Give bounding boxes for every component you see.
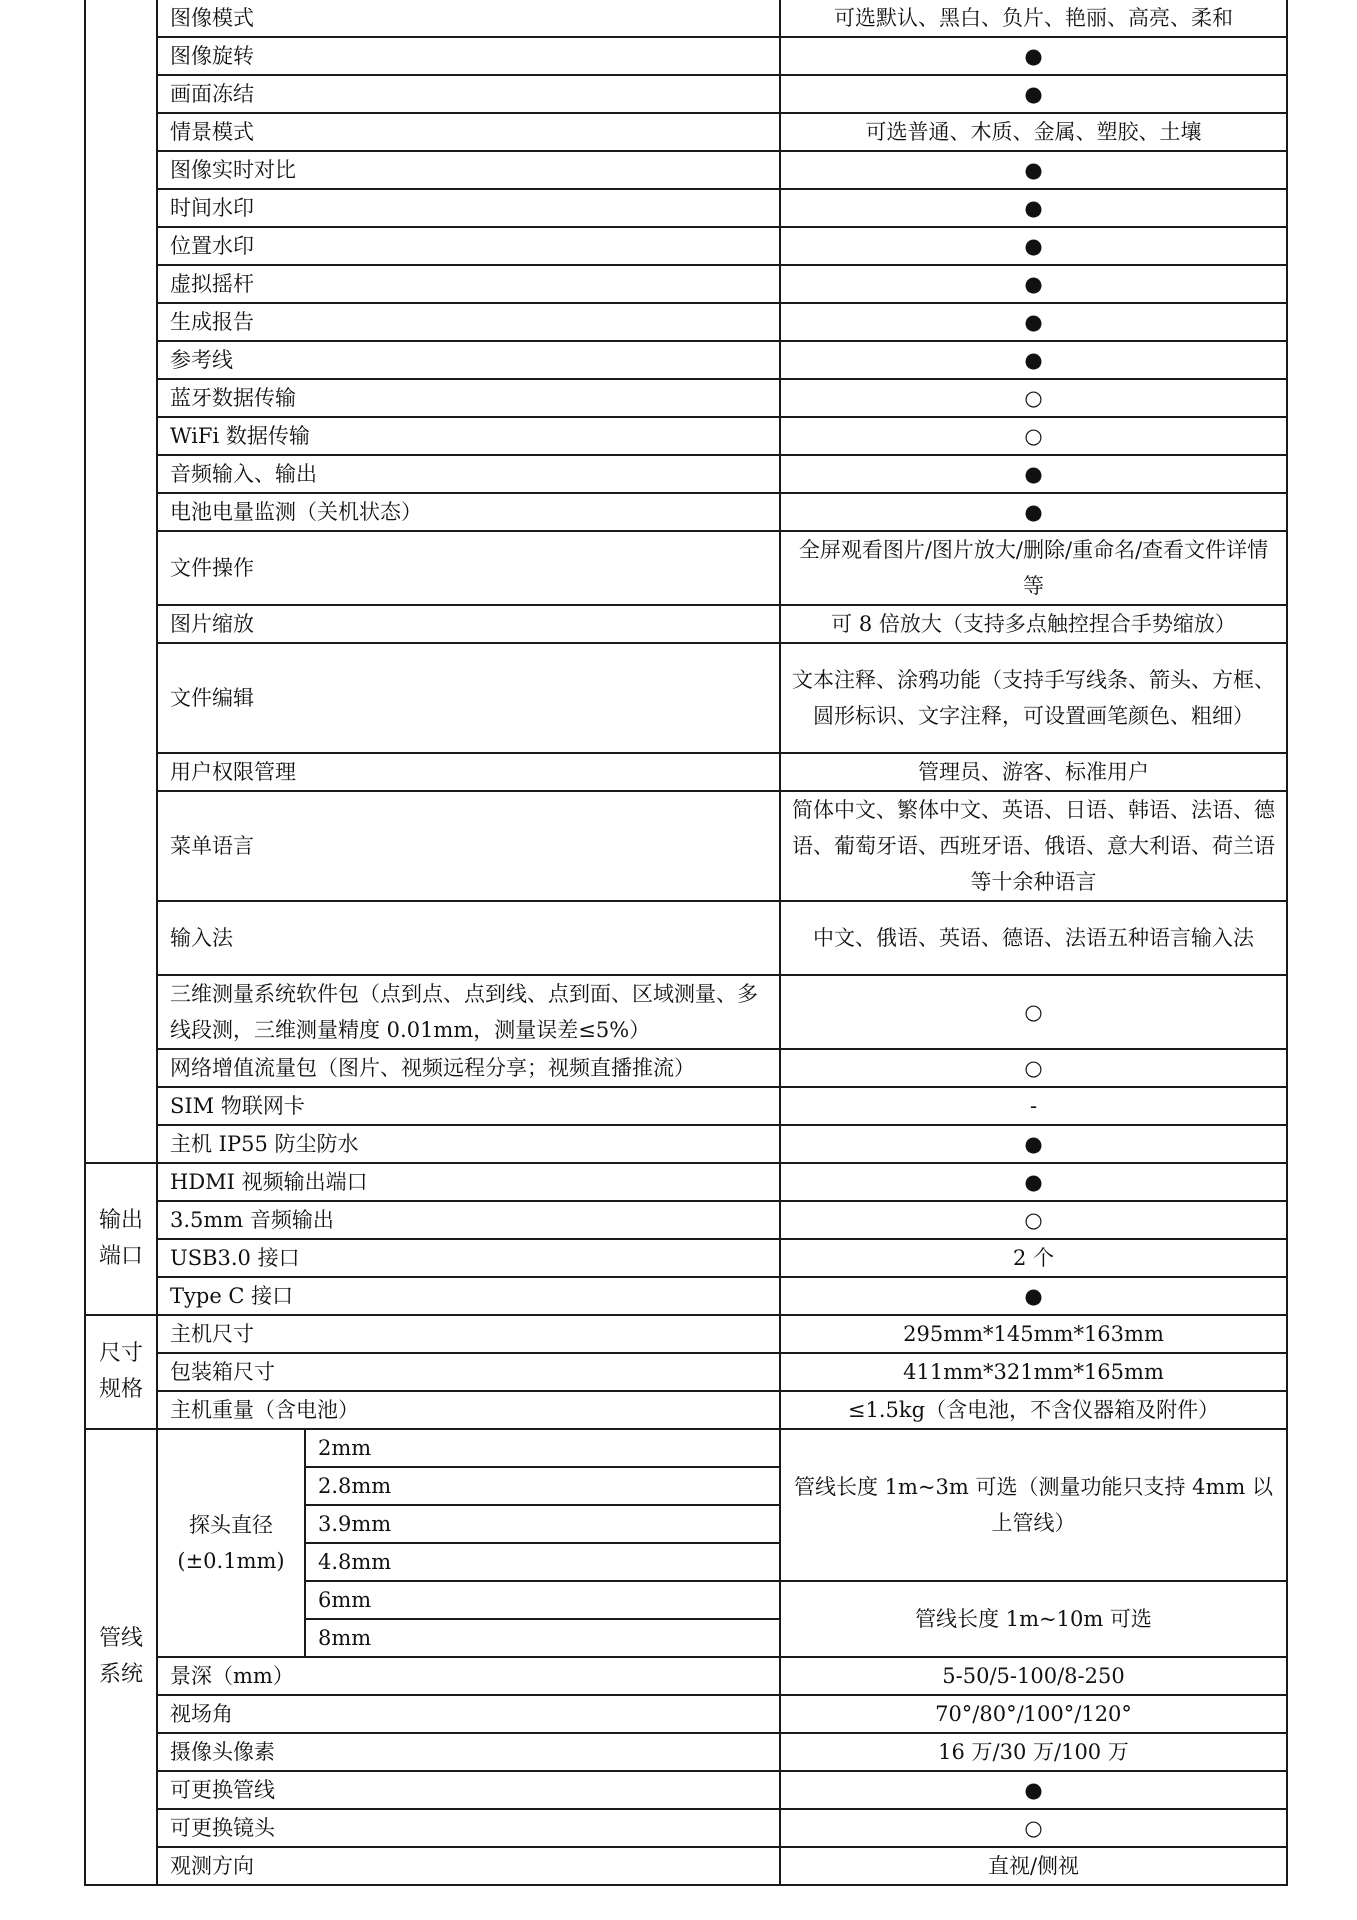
feature-value: ● [780,1125,1287,1163]
probe-diameter-label: 探头直径(±0.1mm) [157,1429,305,1657]
feature-value: ○ [780,975,1287,1049]
feature-value: ● [780,75,1287,113]
feature-name: 摄像头像素 [157,1733,780,1771]
feature-value: ○ [780,1809,1287,1847]
feature-name: 观测方向 [157,1847,780,1885]
feature-name: Type C 接口 [157,1277,780,1315]
feature-name: 主机重量（含电池） [157,1391,780,1429]
table-row [85,1657,1287,1695]
table-row [85,1125,1287,1163]
category-pipe: 管线系统 [85,1429,157,1885]
feature-name: 三维测量系统软件包（点到点、点到线、点到面、区域测量、多线段测，三维测量精度 0.01mm，测量误差≤5%） [157,975,780,1049]
pipe-length-a: 管线长度 1m~3m 可选（测量功能只支持 4mm 以上管线） [780,1429,1287,1581]
feature-value: 411mm*321mm*165mm [780,1353,1287,1391]
feature-value: 可选默认、黑白、负片、艳丽、高亮、柔和 [780,0,1287,37]
feature-value: 可选普通、木质、金属、塑胶、土壤 [780,113,1287,151]
feature-name: 3.5mm 音频输出 [157,1201,780,1239]
feature-name: 图像旋转 [157,37,780,75]
feature-name: 主机 IP55 防尘防水 [157,1125,780,1163]
feature-value: 文本注释、涂鸦功能（支持手写线条、箭头、方框、圆形标识、文字注释，可设置画笔颜色、粗细） [780,643,1287,753]
table-row [85,341,1287,379]
table-row [85,1809,1287,1847]
pipe-length-b: 管线长度 1m~10m 可选 [780,1581,1287,1657]
feature-name: 生成报告 [157,303,780,341]
feature-value: ● [780,265,1287,303]
feature-name: 图片缩放 [157,605,780,643]
table-row [85,975,1287,1049]
feature-value: ○ [780,1201,1287,1239]
feature-name: 可更换镜头 [157,1809,780,1847]
probe-size: 2mm [305,1429,780,1467]
feature-name: USB3.0 接口 [157,1239,780,1277]
feature-name: 图像模式 [157,0,780,37]
feature-name: SIM 物联网卡 [157,1087,780,1125]
category-cell-blank [85,0,157,1163]
table-row [85,1049,1287,1087]
feature-name: 音频输入、输出 [157,455,780,493]
feature-value: ● [780,151,1287,189]
table-row [85,1429,1287,1467]
feature-value: ● [780,1771,1287,1809]
feature-value: 70°/80°/100°/120° [780,1695,1287,1733]
table-row [85,379,1287,417]
feature-value: ● [780,303,1287,341]
feature-name: 虚拟摇杆 [157,265,780,303]
table-row [85,417,1287,455]
feature-value: ● [780,341,1287,379]
category-output: 输出端口 [85,1163,157,1315]
table-row [85,531,1287,605]
probe-size: 3.9mm [305,1505,780,1543]
feature-value: ○ [780,1049,1287,1087]
feature-value: ● [780,189,1287,227]
feature-name: 参考线 [157,341,780,379]
probe-size: 8mm [305,1619,780,1657]
feature-value: 2 个 [780,1239,1287,1277]
table-row [85,303,1287,341]
feature-name: 视场角 [157,1695,780,1733]
table-row [85,1239,1287,1277]
table-row [85,455,1287,493]
feature-value: 简体中文、繁体中文、英语、日语、韩语、法语、德语、葡萄牙语、西班牙语、俄语、意大利语、荷兰语等十余种语言 [780,791,1287,901]
feature-name: 图像实时对比 [157,151,780,189]
table-row [85,37,1287,75]
table-row [85,493,1287,531]
table-row [85,75,1287,113]
feature-name: 画面冻结 [157,75,780,113]
feature-name: 时间水印 [157,189,780,227]
feature-name: 主机尺寸 [157,1315,780,1353]
feature-name: 情景模式 [157,113,780,151]
feature-name: 输入法 [157,901,780,975]
table-row [85,605,1287,643]
category-size: 尺寸规格 [85,1315,157,1429]
table-row [85,1315,1287,1353]
feature-value: 295mm*145mm*163mm [780,1315,1287,1353]
table-row [85,265,1287,303]
table-row [85,1391,1287,1429]
feature-name: 包装箱尺寸 [157,1353,780,1391]
feature-value: 全屏观看图片/图片放大/删除/重命名/查看文件详情等 [780,531,1287,605]
feature-name: 菜单语言 [157,791,780,901]
spec-table [84,0,1288,1886]
feature-name: 位置水印 [157,227,780,265]
feature-value: 16 万/30 万/100 万 [780,1733,1287,1771]
table-row [85,1087,1287,1125]
feature-name: 文件编辑 [157,643,780,753]
feature-value: ● [780,227,1287,265]
feature-value: 5-50/5-100/8-250 [780,1657,1287,1695]
probe-size: 2.8mm [305,1467,780,1505]
feature-value: ○ [780,417,1287,455]
feature-name: 电池电量监测（关机状态） [157,493,780,531]
feature-value: ● [780,493,1287,531]
table-row [85,1771,1287,1809]
feature-value: ≤1.5kg（含电池，不含仪器箱及附件） [780,1391,1287,1429]
table-row [85,0,1287,37]
feature-value: 管理员、游客、标准用户 [780,753,1287,791]
feature-value: ○ [780,379,1287,417]
feature-value: ● [780,1277,1287,1315]
table-row [85,227,1287,265]
feature-value: ● [780,37,1287,75]
feature-name: HDMI 视频输出端口 [157,1163,780,1201]
table-row [85,1847,1287,1885]
feature-value: ● [780,455,1287,493]
feature-value: ● [780,1163,1287,1201]
table-row [85,113,1287,151]
feature-value: 直视/侧视 [780,1847,1287,1885]
table-row [85,1163,1287,1201]
table-row [85,189,1287,227]
feature-name: 用户权限管理 [157,753,780,791]
table-row [85,1353,1287,1391]
table-row [85,643,1287,753]
table-row [85,151,1287,189]
table-row [85,1733,1287,1771]
table-row [85,1201,1287,1239]
feature-name: 网络增值流量包（图片、视频远程分享；视频直播推流） [157,1049,780,1087]
table-row [85,791,1287,901]
feature-name: 蓝牙数据传输 [157,379,780,417]
probe-size: 4.8mm [305,1543,780,1581]
feature-name: WiFi 数据传输 [157,417,780,455]
table-row [85,901,1287,975]
table-row [85,1277,1287,1315]
feature-value: 可 8 倍放大（支持多点触控捏合手势缩放） [780,605,1287,643]
table-row [85,753,1287,791]
feature-name: 景深（mm） [157,1657,780,1695]
probe-size: 6mm [305,1581,780,1619]
feature-value: - [780,1087,1287,1125]
feature-value: 中文、俄语、英语、德语、法语五种语言输入法 [780,901,1287,975]
feature-name: 可更换管线 [157,1771,780,1809]
table-row [85,1695,1287,1733]
feature-name: 文件操作 [157,531,780,605]
